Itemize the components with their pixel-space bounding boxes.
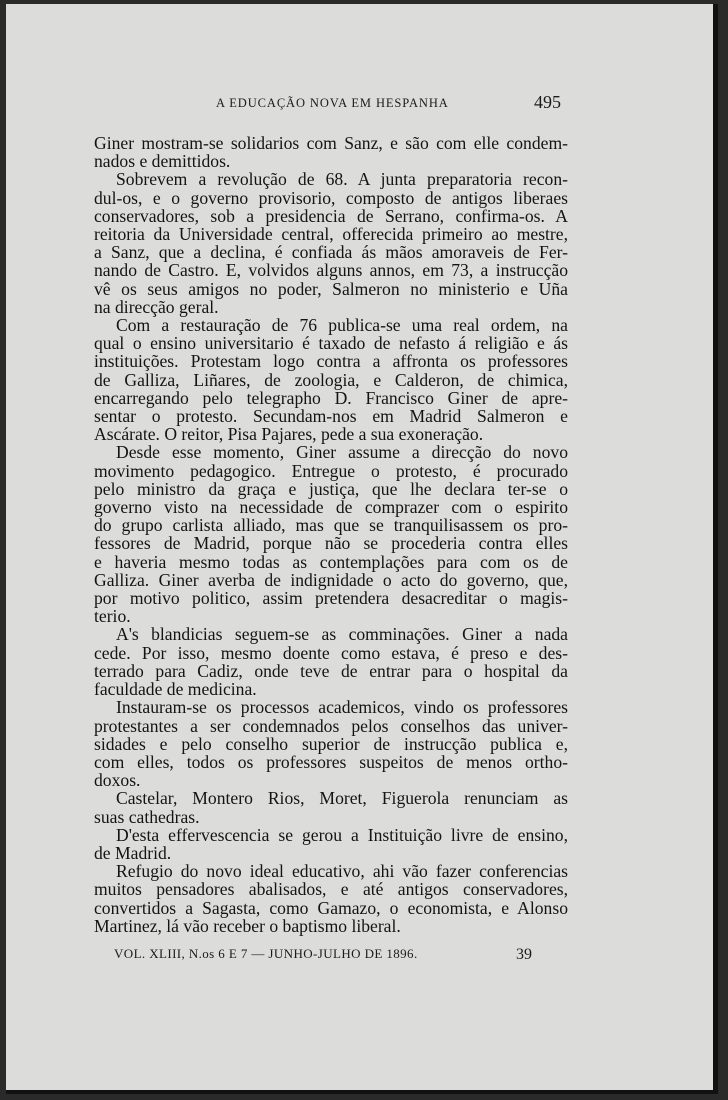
book-page	[6, 4, 718, 1094]
text-line: a Sanz, que a declina, é confiada ás mãos amoraveis de Fer-	[94, 242, 568, 263]
text-line: cede. Por isso, mesmo doente como estava, é preso e des-	[94, 642, 568, 663]
paragraph-start-line: Instauram-se os processos academicos, vindo os professores	[116, 697, 568, 718]
paragraph-start-line: D'esta effervescencia se gerou a Instituição livre de ensino,	[116, 824, 568, 845]
text-line: Ascárate. O reitor, Pisa Pajares, pede a sua exoneração.	[94, 424, 484, 445]
text-line: reitoria da Universidade central, offerecida primeiro ao mestre,	[94, 224, 568, 245]
text-line: faculdade de medicina.	[94, 679, 257, 700]
text-line: conservadores, sob a presidencia de Serrano, confirma-os. A	[94, 205, 568, 226]
text-line: suas cathedras.	[94, 806, 200, 827]
text-line: muitos pensadores abalisados, e até antigos conservadores,	[94, 879, 568, 900]
page-number: 495	[534, 92, 561, 112]
text-line: nados e demittidos.	[94, 151, 231, 172]
text-line: movimento pedagogico. Entregue o protesto, é procurado	[94, 460, 568, 481]
text-line: terio.	[94, 606, 131, 627]
text-line: dul-os, e o governo provisorio, composto de antigos liberaes	[94, 187, 568, 208]
paragraph-start-line: Refugio do novo ideal educativo, ahi vão fazer conferencias	[116, 861, 568, 882]
running-title: A EDUCAÇÃO NOVA EM HESPANHA	[216, 96, 449, 110]
page-footer	[114, 946, 574, 966]
text-line: instituições. Protestam logo contra a affronta os professores	[94, 351, 568, 372]
text-line: de Galliza, Liñares, de zoologia, e Calderon, de chimica,	[94, 369, 568, 390]
text-line: de Madrid.	[94, 842, 172, 863]
paragraph-start-line: Sobrevem a revolução de 68. A junta preparatoria recon-	[116, 169, 568, 190]
paragraph-start-line: Desde esse momento, Giner assume a direcção do novo	[116, 442, 568, 463]
text-line: doxos.	[94, 770, 141, 791]
text-line: por motivo politico, assim pretendera desacreditar o magis-	[94, 588, 568, 609]
text-line: nando de Castro. E, volvidos alguns annos, em 73, a instrucção	[94, 260, 568, 281]
text-line: do grupo carlista alliado, mas que se tranquilisassem os pro-	[94, 515, 568, 536]
volume-info: VOL. XLIII, N.os 6 E 7 — JUNHO-JULHO DE 1896.	[114, 946, 418, 961]
paragraph-start-line: Com a restauração de 76 publica-se uma real ordem, na	[116, 315, 568, 336]
running-head	[6, 92, 718, 116]
text-line: Martinez, lá vão receber o baptismo liberal.	[94, 915, 401, 936]
text-line: sentar o protesto. Secundam-nos em Madrid Salmeron e	[94, 406, 568, 427]
text-line: com elles, todos os professores suspeitos de menos ortho-	[94, 751, 568, 772]
text-line: pelo ministro da graça e justiça, que lhe declara ter-se o	[94, 478, 568, 499]
text-line: terrado para Cadiz, onde teve de entrar para o hospital da	[94, 660, 568, 681]
text-line: Giner mostram-se solidarios com Sanz, e são com elle condem-	[94, 133, 568, 153]
text-line: qual o ensino universitario é taxado de nefasto á religião e ás	[94, 333, 568, 354]
text-line: na direcção geral.	[94, 296, 219, 317]
text-line: e haveria mesmo todas as contemplações para com os de	[94, 551, 568, 572]
text-line: convertidos a Sagasta, como Gamazo, o economista, e Alonso	[94, 897, 568, 918]
text-line: governo visto na necessidade de comprazer com o espirito	[94, 497, 568, 518]
text-line: fessores de Madrid, porque não se procederia contra elles	[94, 533, 568, 554]
paragraph-start-line: A's blandicias seguem-se as comminações. Giner a nada	[116, 624, 568, 645]
text-line: protestantes a ser condemnados pelos conselhos das univer-	[94, 715, 568, 736]
text-line: vê os seus amigos no poder, Salmeron no ministerio e Uña	[94, 278, 568, 299]
text-line: sidades e pelo conselho superior de instrucção publica e,	[94, 733, 568, 754]
text-line: encarregando pelo telegrapho D. Francisco Giner de apre-	[94, 387, 568, 408]
signature-mark: 39	[516, 946, 532, 963]
body-text	[94, 134, 568, 935]
paragraph-start-line: Castelar, Montero Rios, Moret, Figuerola renunciam as	[116, 788, 568, 809]
text-line: Galliza. Giner averba de indignidade o acto do governo, que,	[94, 569, 568, 590]
